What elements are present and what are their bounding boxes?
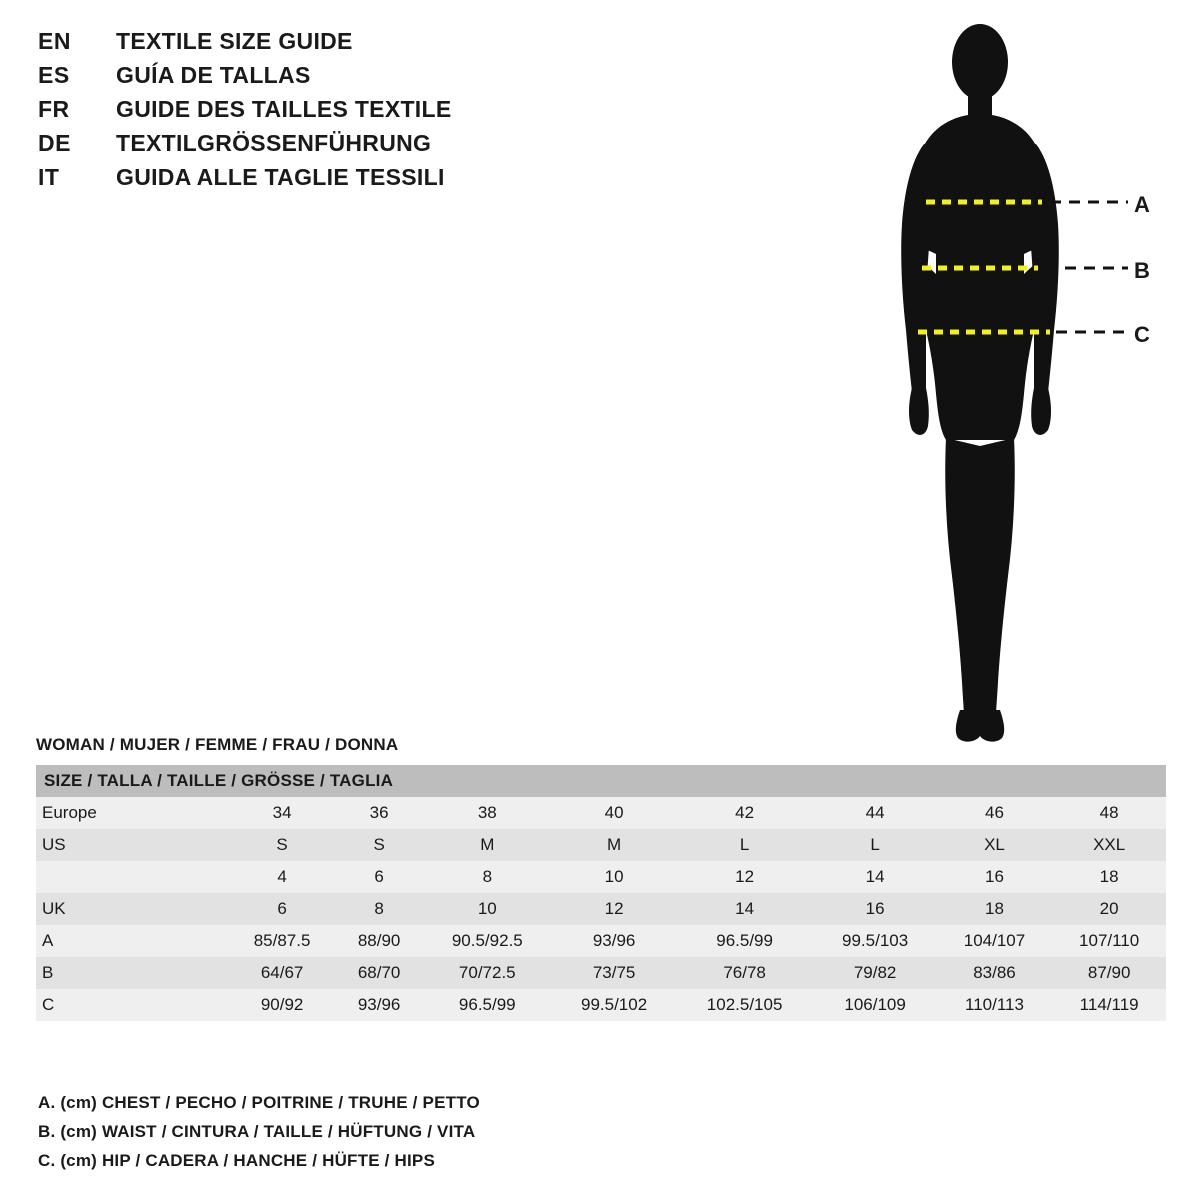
cell-uk-4: 14 [676,893,814,925]
cell-c-3: 99.5/102 [553,989,676,1021]
title-text-en: TEXTILE SIZE GUIDE [116,28,353,54]
cell-usnum-1: 6 [336,861,422,893]
cell-a-7: 107/110 [1052,925,1166,957]
title-text-es: GUÍA DE TALLAS [116,62,311,88]
cell-c-0: 90/92 [228,989,336,1021]
row-label-us: US [36,829,228,861]
cell-c-5: 106/109 [814,989,937,1021]
row-label-a: A [36,925,228,957]
cell-a-3: 93/96 [553,925,676,957]
cell-usnum-5: 14 [814,861,937,893]
cell-europe-7: 48 [1052,797,1166,829]
cell-europe-5: 44 [814,797,937,829]
cell-b-1: 68/70 [336,957,422,989]
legend-line-a: A. (cm) CHEST / PECHO / POITRINE / TRUHE / PETTO [38,1093,480,1112]
language-code-es: ES [38,62,70,88]
cell-c-7: 114/119 [1052,989,1166,1021]
cell-usnum-6: 16 [937,861,1053,893]
cell-us-6: XL [937,829,1053,861]
title-block [38,28,678,198]
cell-europe-4: 42 [676,797,814,829]
cell-usnum-7: 18 [1052,861,1166,893]
cell-us-0: S [228,829,336,861]
cell-c-1: 93/96 [336,989,422,1021]
cell-uk-1: 8 [336,893,422,925]
row-label-b: B [36,957,228,989]
cell-uk-3: 12 [553,893,676,925]
cell-a-0: 85/87.5 [228,925,336,957]
cell-b-2: 70/72.5 [422,957,553,989]
cell-a-2: 90.5/92.5 [422,925,553,957]
title-text-it: GUIDA ALLE TAGLIE TESSILI [116,164,445,190]
cell-c-2: 96.5/99 [422,989,553,1021]
table-header-label: SIZE / TALLA / TAILLE / GRÖSSE / TAGLIA [36,765,1166,797]
table-row [36,957,1166,989]
language-code-it: IT [38,164,60,190]
legend-line-c: C. (cm) HIP / CADERA / HANCHE / HÜFTE / HIPS [38,1151,436,1170]
cell-b-6: 83/86 [937,957,1053,989]
row-label-europe: Europe [36,797,228,829]
cell-us-4: L [676,829,814,861]
title-text-de: TEXTILGRÖSSENFÜHRUNG [116,130,432,156]
table-row [36,925,1166,957]
cell-europe-1: 36 [336,797,422,829]
cell-usnum-4: 12 [676,861,814,893]
legend-line-b: B. (cm) WAIST / CINTURA / TAILLE / HÜFTUNG / VITA [38,1122,476,1141]
size-table-section [36,735,1166,1021]
cell-us-3: M [553,829,676,861]
language-code-en: EN [38,28,71,54]
cell-us-5: L [814,829,937,861]
cell-europe-0: 34 [228,797,336,829]
cell-c-4: 102.5/105 [676,989,814,1021]
row-label-uk: UK [36,893,228,925]
cell-usnum-0: 4 [228,861,336,893]
language-code-de: DE [38,130,71,156]
measurement-legend [38,1088,738,1175]
cell-usnum-2: 8 [422,861,553,893]
cell-europe-6: 46 [937,797,1053,829]
table-row [36,989,1166,1021]
title-row-en [38,28,678,62]
measure-marker-c: C [1134,322,1150,347]
measure-marker-a: A [1134,192,1150,217]
cell-us-1: S [336,829,422,861]
silhouette-icon [860,10,1190,750]
cell-uk-6: 18 [937,893,1053,925]
cell-us-2: M [422,829,553,861]
cell-uk-2: 10 [422,893,553,925]
table-row [36,829,1166,861]
row-label-c: C [36,989,228,1021]
cell-a-4: 96.5/99 [676,925,814,957]
cell-c-6: 110/113 [937,989,1053,1021]
cell-a-6: 104/107 [937,925,1053,957]
language-code-fr: FR [38,96,70,122]
cell-uk-7: 20 [1052,893,1166,925]
table-row [36,797,1166,829]
row-label-us-numeric [36,861,228,893]
table-row [36,893,1166,925]
table-row [36,861,1166,893]
cell-usnum-3: 10 [553,861,676,893]
cell-uk-0: 6 [228,893,336,925]
cell-a-5: 99.5/103 [814,925,937,957]
title-row-it [38,164,678,198]
size-table [36,765,1166,1021]
cell-europe-2: 38 [422,797,553,829]
cell-uk-5: 16 [814,893,937,925]
cell-a-1: 88/90 [336,925,422,957]
title-text-fr: GUIDE DES TAILLES TEXTILE [116,96,452,122]
cell-europe-3: 40 [553,797,676,829]
woman-silhouette-figure [860,10,1190,750]
cell-b-4: 76/78 [676,957,814,989]
measure-marker-b: B [1134,258,1150,283]
title-row-fr [38,96,678,130]
gender-label: WOMAN / MUJER / FEMME / FRAU / DONNA [36,735,399,754]
cell-b-7: 87/90 [1052,957,1166,989]
cell-b-0: 64/67 [228,957,336,989]
title-row-de [38,130,678,164]
cell-b-3: 73/75 [553,957,676,989]
cell-b-5: 79/82 [814,957,937,989]
table-header-row [36,765,1166,797]
cell-us-7: XXL [1052,829,1166,861]
title-row-es [38,62,678,96]
